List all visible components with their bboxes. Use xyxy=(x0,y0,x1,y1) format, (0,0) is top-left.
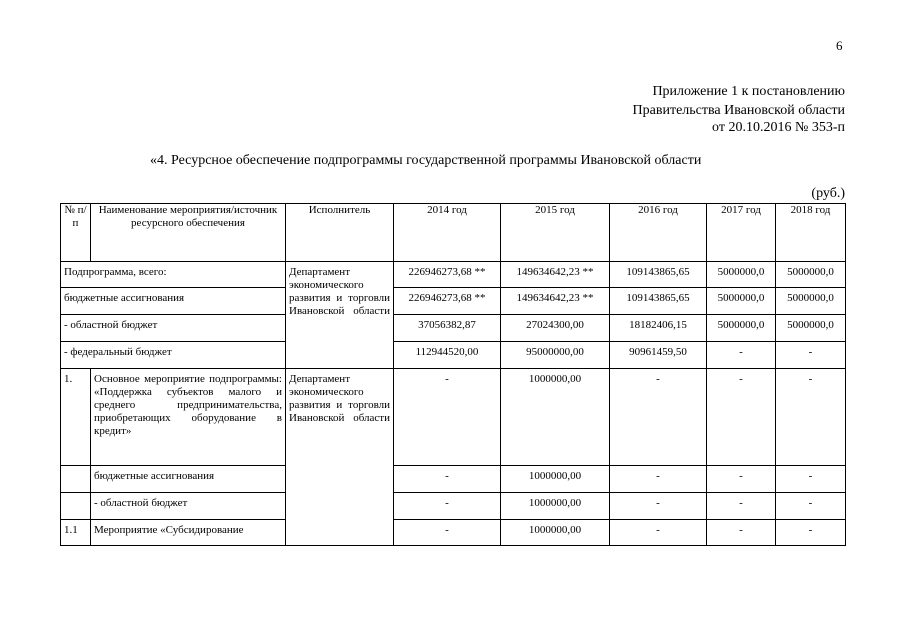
value-2016: 109143865,65 xyxy=(610,262,707,288)
row-name: бюджетные ассигнования xyxy=(61,288,286,315)
value-2018: 5000000,0 xyxy=(776,315,846,342)
value-2018: 5000000,0 xyxy=(776,288,846,315)
value-2017: - xyxy=(707,342,776,369)
value-2016: - xyxy=(610,369,707,466)
value-2015: 1000000,00 xyxy=(501,520,610,546)
value-2014: - xyxy=(394,520,501,546)
value-2018: - xyxy=(776,466,846,493)
value-2016: 109143865,65 xyxy=(610,288,707,315)
value-2014: 112944520,00 xyxy=(394,342,501,369)
header-2018: 2018 год xyxy=(776,204,846,262)
table-row xyxy=(61,262,846,288)
header-line-2: Правительства Ивановской области xyxy=(632,103,845,118)
value-2015: 149634642,23 ** xyxy=(501,288,610,315)
value-2014: - xyxy=(394,493,501,520)
table-header-row xyxy=(61,204,846,262)
header-line-1: Приложение 1 к постановлению xyxy=(652,84,845,99)
value-2017: 5000000,0 xyxy=(707,262,776,288)
header-name: Наименование мероприятия/источник ресурсного обеспечения xyxy=(91,204,286,262)
value-2016: - xyxy=(610,493,707,520)
header-2015: 2015 год xyxy=(501,204,610,262)
currency-unit: (руб.) xyxy=(811,186,845,201)
value-2016: - xyxy=(610,466,707,493)
value-2014: - xyxy=(394,466,501,493)
resource-table xyxy=(60,203,846,546)
value-2015: 1000000,00 xyxy=(501,466,610,493)
value-2016: 18182406,15 xyxy=(610,315,707,342)
table-row xyxy=(61,493,846,520)
value-2014: 226946273,68 ** xyxy=(394,262,501,288)
row-name: бюджетные ассигнования xyxy=(91,466,286,493)
executor-cell: Департамент экономического развития и торговли Ивановской области xyxy=(286,369,394,546)
value-2017: - xyxy=(707,520,776,546)
header-executor: Исполнитель xyxy=(286,204,394,262)
value-2017: - xyxy=(707,493,776,520)
row-name: - областной бюджет xyxy=(91,493,286,520)
value-2015: 27024300,00 xyxy=(501,315,610,342)
row-name: Основное мероприятие подпрограммы: «Поддержка субъектов малого и среднего предпринимательства, приобретающих оборудование в кредит» xyxy=(91,369,286,466)
value-2014: 37056382,87 xyxy=(394,315,501,342)
executor-cell: Департамент экономического развития и торговли Ивановской области xyxy=(286,262,394,369)
table-row xyxy=(61,315,846,342)
table-row xyxy=(61,342,846,369)
page-number: 6 xyxy=(836,38,843,53)
header-num: № п/п xyxy=(61,204,91,262)
row-name: Мероприятие «Субсидирование xyxy=(91,520,286,546)
header-2016: 2016 год xyxy=(610,204,707,262)
row-number xyxy=(61,493,91,520)
table-row xyxy=(61,288,846,315)
value-2014: 226946273,68 ** xyxy=(394,288,501,315)
table-row xyxy=(61,520,846,546)
header-2014: 2014 год xyxy=(394,204,501,262)
value-2015: 1000000,00 xyxy=(501,369,610,466)
table-row xyxy=(61,369,846,466)
document-title: «4. Ресурсное обеспечение подпрограммы государственной программы Ивановской области xyxy=(150,153,702,168)
row-number: 1.1 xyxy=(61,520,91,546)
value-2017: - xyxy=(707,466,776,493)
value-2015: 1000000,00 xyxy=(501,493,610,520)
value-2016: - xyxy=(610,520,707,546)
row-number: 1. xyxy=(61,369,91,466)
value-2018: - xyxy=(776,342,846,369)
header-2017: 2017 год xyxy=(707,204,776,262)
row-name: - областной бюджет xyxy=(61,315,286,342)
row-name: - федеральный бюджет xyxy=(61,342,286,369)
value-2018: - xyxy=(776,369,846,466)
value-2018: - xyxy=(776,493,846,520)
row-number xyxy=(61,466,91,493)
value-2014: - xyxy=(394,369,501,466)
row-name: Подпрограмма, всего: xyxy=(61,262,286,288)
value-2015: 95000000,00 xyxy=(501,342,610,369)
value-2017: 5000000,0 xyxy=(707,288,776,315)
value-2016: 90961459,50 xyxy=(610,342,707,369)
value-2017: - xyxy=(707,369,776,466)
header-line-3: от 20.10.2016 № 353-п xyxy=(712,120,845,135)
value-2017: 5000000,0 xyxy=(707,315,776,342)
table-row xyxy=(61,466,846,493)
value-2018: - xyxy=(776,520,846,546)
value-2015: 149634642,23 ** xyxy=(501,262,610,288)
value-2018: 5000000,0 xyxy=(776,262,846,288)
